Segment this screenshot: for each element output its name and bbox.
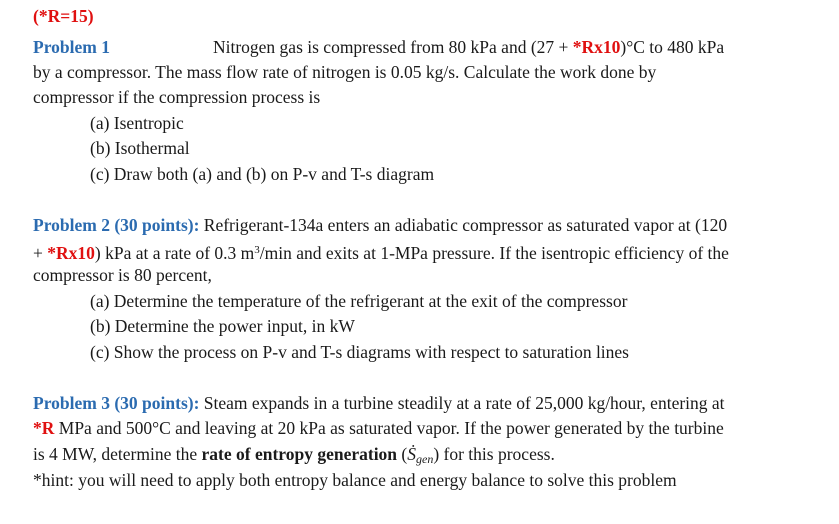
problem1-text-a: Nitrogen gas is compressed from 80 kPa and (27 +	[212, 37, 573, 57]
problem2-sup: 3	[254, 244, 260, 256]
problem2-line1	[33, 213, 727, 237]
problem3-text2: MPa and 500°C and leaving at 20 kPa as saturated vapor. If the power generated by the turbine	[54, 418, 724, 438]
problem2-text1: Refrigerant-134a enters an adiabatic compressor as saturated vapor at (120	[199, 215, 728, 235]
problem1-rx: *Rx10	[572, 37, 621, 57]
problem3-line2	[33, 416, 724, 440]
problem3-sub: gen	[416, 452, 434, 466]
problem1-item-b: (b) Isothermal	[90, 138, 190, 158]
problem3-sdot: Ṡ	[407, 444, 416, 464]
r-value-header	[33, 4, 94, 28]
problem3-text1: Steam expands in a turbine steadily at a rate of 25,000 kg/hour, entering at	[199, 393, 725, 413]
problem3-paren-close: )	[433, 444, 440, 464]
problem1-line3: compressor if the compression process is	[33, 87, 321, 107]
problem2-item-a: (a) Determine the temperature of the refrigerant at the exit of the compressor	[90, 291, 628, 311]
problem2-line3: compressor is 80 percent,	[33, 265, 212, 285]
problem1-title: Problem 1	[33, 37, 110, 57]
problem2-text2a: +	[33, 243, 48, 263]
problem3-bold: rate of entropy generation	[201, 444, 398, 464]
problem2-text2c: /min and exits at 1-MPa pressure. If the isentropic efficiency of the	[259, 243, 729, 263]
problem2-rx: *Rx10	[47, 243, 95, 263]
problem3-r: *R	[33, 418, 55, 438]
problem1-text-b: )°C to 480 kPa	[620, 37, 725, 57]
problem2-line2	[33, 238, 729, 265]
problem1-item-c: (c) Draw both (a) and (b) on P-v and T-s diagram	[90, 164, 435, 184]
problem3-hint: *hint: you will need to apply both entropy balance and energy balance to solve this problem	[33, 470, 677, 490]
r-value-text: (*R=15)	[33, 6, 94, 26]
problem3-paren-open: (	[397, 444, 408, 464]
problem3-line3	[33, 442, 555, 471]
problem2-text2b: ) kPa at a rate of 0.3 m	[94, 243, 255, 263]
problem1-item-a: (a) Isentropic	[90, 113, 184, 133]
problem1-line2: by a compressor. The mass flow rate of nitrogen is 0.05 kg/s. Calculate the work done by	[33, 62, 657, 82]
problem3-title: Problem 3 (30 points):	[33, 393, 200, 413]
problem3-text3c: for this process.	[439, 444, 555, 464]
problem2-item-c: (c) Show the process on P-v and T-s diagrams with respect to saturation lines	[90, 342, 629, 362]
problem2-title: Problem 2 (30 points):	[33, 215, 200, 235]
problem3-text3a: is 4 MW, determine the	[33, 444, 202, 464]
problem2-item-b: (b) Determine the power input, in kW	[90, 316, 355, 336]
problem3-line1	[33, 391, 725, 415]
problem1-line1	[33, 35, 724, 59]
